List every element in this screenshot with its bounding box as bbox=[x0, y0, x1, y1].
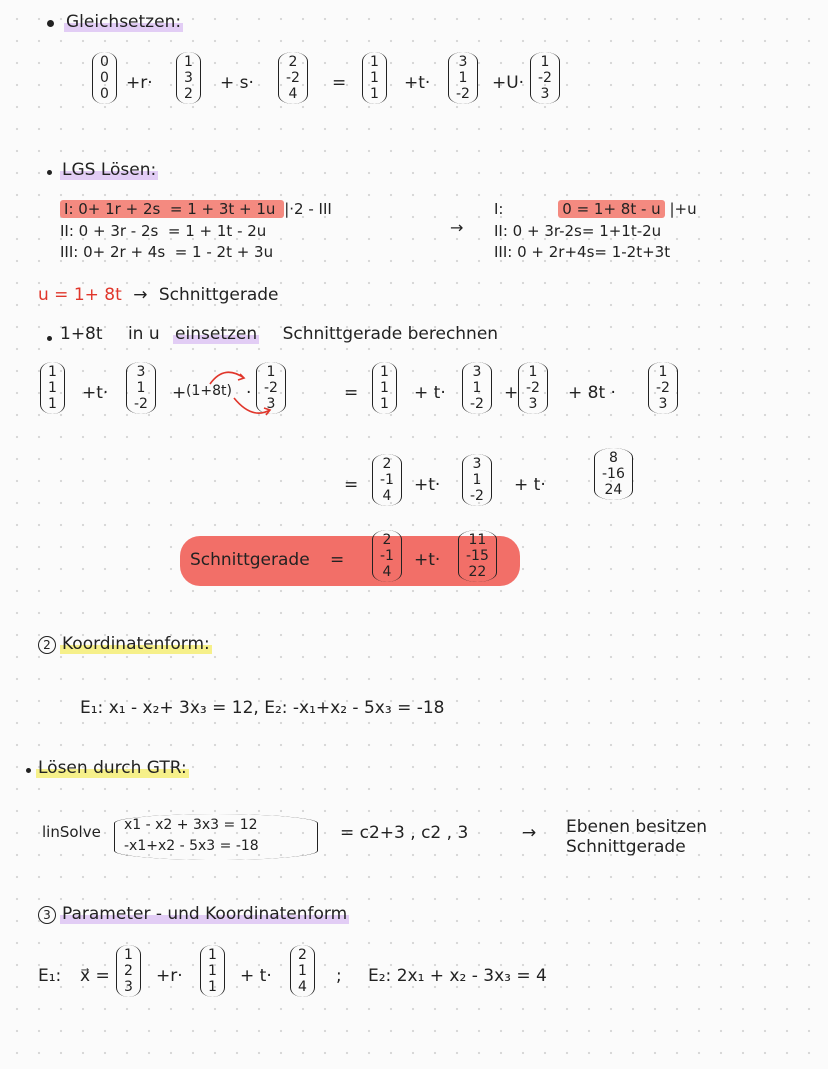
vector-p-right: 1 1 1 bbox=[372, 362, 397, 414]
conclusion: Ebenen besitzen Schnittgerade bbox=[566, 817, 708, 857]
heading-gleichsetzen: Gleichsetzen: bbox=[66, 12, 182, 32]
t-label: + t· bbox=[240, 966, 272, 986]
vector-p: 1 2 3 bbox=[116, 945, 141, 997]
number-badge: 3 bbox=[38, 906, 56, 924]
result-label: Schnittgerade bbox=[190, 550, 310, 570]
t-label: +t· bbox=[414, 550, 441, 570]
solve-result: = c2+3 , c2 , 3 bbox=[340, 823, 469, 843]
plus: + bbox=[172, 383, 187, 403]
vector-p: 1 1 1 bbox=[362, 52, 387, 104]
vector-p: 1 1 1 bbox=[40, 362, 65, 414]
heading-gtr: Lösen durch GTR: bbox=[38, 758, 187, 778]
heading-koordinatenform: 2 Koordinatenform: bbox=[38, 634, 212, 654]
u-label: +U· bbox=[492, 73, 525, 93]
vector-t: 2 1 4 bbox=[290, 945, 315, 997]
vector-t: 3 1 -2 bbox=[448, 52, 478, 104]
heading-parameterform: 3 Parameter - und Koordinatenform bbox=[38, 904, 349, 924]
equals: = bbox=[344, 383, 359, 403]
e1-label: E₁: bbox=[38, 966, 62, 986]
lgs-row-1: I: 0+ 1r + 2s = 1 + 3t + 1u |·2 - III bbox=[60, 200, 332, 218]
lgs-right-row-3: III: 0 + 2r+4s= 1-2t+3t bbox=[494, 243, 671, 261]
vector-r: 1 1 1 bbox=[200, 945, 225, 997]
distribute-arrows-icon bbox=[196, 362, 280, 424]
r-label: +r· bbox=[126, 73, 153, 93]
vector-u: 1 -2 3 bbox=[530, 52, 560, 104]
x-vector-label: x⃗ = bbox=[80, 966, 110, 986]
heading-insert: 1+8t in u einsetzen Schnittgerade berechnen bbox=[60, 324, 499, 344]
vector-r: 1 3 2 bbox=[176, 52, 201, 104]
bullet bbox=[47, 336, 52, 341]
result-vector-b: 11 -15 22 bbox=[458, 530, 497, 582]
t-label: +t· bbox=[82, 383, 109, 403]
vector-u-right-2: 1 -2 3 bbox=[648, 362, 678, 414]
bullet bbox=[47, 170, 52, 175]
solve-command: linSolve bbox=[42, 823, 101, 841]
arrow-icon: → bbox=[522, 823, 537, 843]
vector-t-right: 3 1 -2 bbox=[462, 362, 492, 414]
t-label: +t· bbox=[404, 73, 431, 93]
vector-b: 8 -16 24 bbox=[594, 448, 633, 500]
lgs-right-row-1: I: 0 = 1+ 8t - u |+u bbox=[494, 200, 697, 218]
separator: ; bbox=[336, 966, 342, 986]
solve-row-1: x1 - x2 + 3x3 = 12 bbox=[124, 817, 258, 833]
plus: + bbox=[504, 383, 519, 403]
equals: = bbox=[344, 475, 359, 495]
vector-u-right: 1 -2 3 bbox=[518, 362, 548, 414]
number-badge: 2 bbox=[38, 636, 56, 654]
result-u: u = 1+ 8t → Schnittgerade bbox=[38, 285, 279, 305]
solve-row-2: -x1+x2 - 5x3 = -18 bbox=[124, 838, 259, 854]
t2-label: + t· bbox=[514, 475, 546, 495]
r-label: +r· bbox=[156, 966, 183, 986]
vector-u: 1 -2 3 bbox=[256, 362, 286, 414]
s-label: + s· bbox=[220, 73, 254, 93]
result-vector-a: 2 -1 4 bbox=[372, 530, 402, 582]
e2-equation: E₂: 2x₁ + x₂ - 3x₃ = 4 bbox=[368, 966, 547, 986]
vector-t: 3 1 -2 bbox=[462, 454, 492, 506]
t-label: +t· bbox=[414, 475, 441, 495]
t-label-right: + t· bbox=[414, 383, 446, 403]
plane-equations: E₁: x₁ - x₂+ 3x₃ = 12, E₂: -x₁+x₂ - 5x₃ = -18 bbox=[80, 698, 445, 718]
lgs-row-3: III: 0+ 2r + 4s = 1 - 2t + 3u bbox=[60, 243, 274, 261]
heading-lgs: LGS Lösen: bbox=[62, 160, 157, 180]
vector-a: 2 -1 4 bbox=[372, 454, 402, 506]
lgs-right-row-2: II: 0 + 3r-2s= 1+1t-2u bbox=[494, 222, 662, 240]
vector-s: 2 -2 4 bbox=[278, 52, 308, 104]
bullet bbox=[47, 20, 54, 27]
dot: · bbox=[246, 383, 252, 403]
equals: = bbox=[330, 550, 345, 570]
equals: = bbox=[332, 73, 347, 93]
lgs-row-2: II: 0 + 3r - 2s = 1 + 1t - 2u bbox=[60, 222, 267, 240]
vector-zero: 0 0 0 bbox=[92, 52, 117, 104]
bullet bbox=[26, 768, 31, 773]
8t-label: + 8t · bbox=[568, 383, 616, 403]
arrow-icon: → bbox=[450, 218, 464, 237]
paren-1-8t: (1+8t) bbox=[186, 383, 232, 399]
vector-t: 3 1 -2 bbox=[126, 362, 156, 414]
